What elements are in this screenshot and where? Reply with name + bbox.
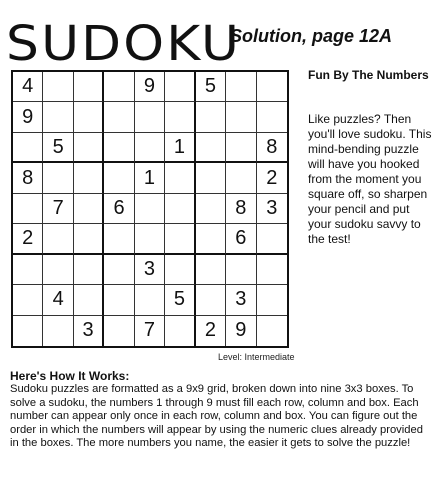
sudoku-cell[interactable] xyxy=(74,285,104,315)
sudoku-cell[interactable] xyxy=(196,285,226,315)
sudoku-cell[interactable] xyxy=(74,133,104,163)
instructions-text: Sudoku puzzles are formatted as a 9x9 grid, broken down into nine 3x3 boxes. To solve a sudoku, the numbers 1 through 9 must fill each row, column and box. Each number can appear only once in each row, column and box. You can figure out the order in which the numbers will appear by using the numeric clues already provided in the boxes. The more numbers you name, the easier it gets to solve the puzzle! xyxy=(10,383,423,450)
sudoku-cell[interactable]: 3 xyxy=(135,255,165,285)
sidebar-text: Like puzzles? Then you'll love sudoku. This mind-bending puzzle will have you hooked from the moment you square off, so sharpen your pencil and put your sudoku savvy to the test! xyxy=(308,112,432,246)
sudoku-cell[interactable] xyxy=(196,224,226,254)
sudoku-cell[interactable]: 7 xyxy=(43,194,73,224)
sudoku-cell[interactable]: 8 xyxy=(226,194,256,224)
sudoku-cell[interactable]: 1 xyxy=(165,133,195,163)
sudoku-cell[interactable] xyxy=(226,102,256,132)
sudoku-cell[interactable] xyxy=(43,316,73,346)
sudoku-cell[interactable]: 7 xyxy=(135,316,165,346)
sudoku-cell[interactable]: 9 xyxy=(13,102,43,132)
sudoku-cell[interactable] xyxy=(43,255,73,285)
sudoku-cell[interactable]: 1 xyxy=(135,163,165,193)
difficulty-level: Level: Intermediate xyxy=(218,352,295,362)
sudoku-cell[interactable] xyxy=(43,72,73,102)
sudoku-cell[interactable] xyxy=(13,194,43,224)
sudoku-cell[interactable] xyxy=(196,133,226,163)
sudoku-cell[interactable] xyxy=(74,102,104,132)
sudoku-cell[interactable] xyxy=(43,102,73,132)
sudoku-cell[interactable] xyxy=(135,285,165,315)
sudoku-cell[interactable]: 3 xyxy=(226,285,256,315)
sudoku-cell[interactable] xyxy=(13,316,43,346)
sudoku-cell[interactable] xyxy=(104,163,134,193)
sudoku-cell[interactable]: 6 xyxy=(226,224,256,254)
sudoku-cell[interactable] xyxy=(104,285,134,315)
sudoku-cell[interactable] xyxy=(135,133,165,163)
sudoku-cell[interactable] xyxy=(257,285,287,315)
sudoku-cell[interactable]: 2 xyxy=(196,316,226,346)
sidebar-heading: Fun By The Numbers xyxy=(308,68,429,82)
instructions-heading: Here's How It Works: xyxy=(10,369,130,383)
sudoku-cell[interactable] xyxy=(257,255,287,285)
sudoku-cell[interactable]: 9 xyxy=(135,72,165,102)
sudoku-cell[interactable] xyxy=(226,255,256,285)
sudoku-cell[interactable] xyxy=(257,72,287,102)
sudoku-cell[interactable]: 8 xyxy=(13,163,43,193)
sudoku-cell[interactable] xyxy=(13,255,43,285)
sudoku-cell[interactable] xyxy=(13,133,43,163)
sudoku-cell[interactable] xyxy=(165,72,195,102)
sudoku-cell[interactable] xyxy=(43,163,73,193)
sudoku-cell[interactable] xyxy=(257,102,287,132)
sudoku-cell[interactable] xyxy=(74,194,104,224)
sudoku-cell[interactable] xyxy=(104,133,134,163)
sudoku-cell[interactable] xyxy=(165,102,195,132)
sudoku-cell[interactable]: 4 xyxy=(43,285,73,315)
solution-reference: Solution, page 12A xyxy=(230,26,393,46)
sudoku-cell[interactable]: 3 xyxy=(257,194,287,224)
sudoku-cell[interactable]: 6 xyxy=(104,194,134,224)
puzzle-title: SUDOKU xyxy=(6,16,242,72)
sudoku-cell[interactable] xyxy=(74,72,104,102)
sudoku-grid xyxy=(11,70,289,348)
sudoku-cell[interactable] xyxy=(196,102,226,132)
sudoku-cell[interactable] xyxy=(104,255,134,285)
sudoku-cell[interactable] xyxy=(226,163,256,193)
sudoku-cell[interactable] xyxy=(226,72,256,102)
sudoku-cell[interactable] xyxy=(226,133,256,163)
sudoku-cell[interactable] xyxy=(196,255,226,285)
sudoku-cell[interactable] xyxy=(135,102,165,132)
sudoku-cell[interactable] xyxy=(74,255,104,285)
sudoku-cell[interactable] xyxy=(165,316,195,346)
sudoku-cell[interactable] xyxy=(196,194,226,224)
sudoku-cell[interactable]: 8 xyxy=(257,133,287,163)
sudoku-cell[interactable]: 3 xyxy=(74,316,104,346)
sudoku-cell[interactable]: 9 xyxy=(226,316,256,346)
sudoku-cell[interactable] xyxy=(74,224,104,254)
sudoku-cell[interactable] xyxy=(104,102,134,132)
sudoku-cell[interactable] xyxy=(43,224,73,254)
sudoku-cell[interactable] xyxy=(165,194,195,224)
sudoku-cell[interactable] xyxy=(165,163,195,193)
sudoku-cell[interactable] xyxy=(165,224,195,254)
sudoku-cell[interactable]: 2 xyxy=(13,224,43,254)
sudoku-cell[interactable]: 5 xyxy=(43,133,73,163)
sudoku-cell[interactable]: 5 xyxy=(165,285,195,315)
sudoku-cell[interactable]: 4 xyxy=(13,72,43,102)
sudoku-cell[interactable] xyxy=(257,316,287,346)
sudoku-cell[interactable] xyxy=(13,285,43,315)
sudoku-cell[interactable] xyxy=(104,224,134,254)
sudoku-cell[interactable] xyxy=(104,316,134,346)
sudoku-cell[interactable] xyxy=(74,163,104,193)
sudoku-cell[interactable] xyxy=(135,194,165,224)
sudoku-cell[interactable] xyxy=(257,224,287,254)
sudoku-cell[interactable]: 5 xyxy=(196,72,226,102)
sudoku-cell[interactable] xyxy=(165,255,195,285)
sudoku-cell[interactable] xyxy=(104,72,134,102)
sudoku-cell[interactable] xyxy=(135,224,165,254)
sudoku-cell[interactable] xyxy=(196,163,226,193)
sudoku-cell[interactable]: 2 xyxy=(257,163,287,193)
